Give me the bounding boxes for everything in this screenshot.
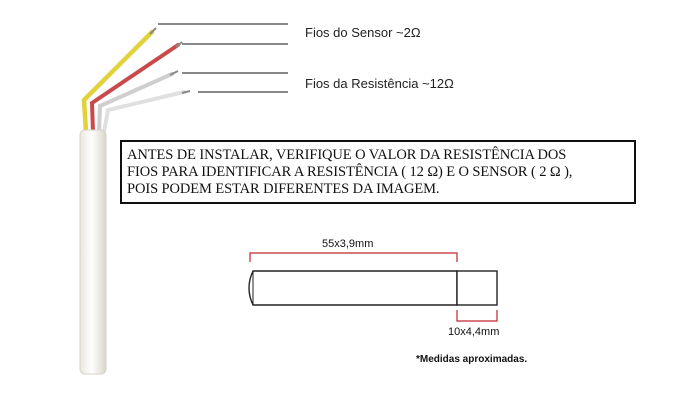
tip-dimension-label: 10x4,4mm: [448, 326, 500, 338]
sensor-wires-label: Fios do Sensor ~2Ω: [305, 25, 421, 40]
warning-line-2: FIOS PARA IDENTIFICAR A RESISTÊNCIA ( 12 Ω) E O SENSOR ( 2 Ω ),: [127, 164, 573, 180]
tip-outline: [457, 271, 497, 305]
tip-dimension-line: [457, 310, 497, 321]
approximate-measures-note: *Medidas aproximadas.: [416, 354, 528, 365]
main-body-dimension-line: [250, 253, 457, 262]
warning-line-3: POIS PODEM ESTAR DIFERENTES DA IMAGEM.: [127, 181, 440, 197]
warning-line-1: ANTES DE INSTALAR, VERIFIQUE O VALOR DA RESISTÊNCIA DOS: [127, 147, 567, 163]
main-body-outline: [249, 271, 457, 305]
resistance-wires-label: Fios da Resistência ~12Ω: [305, 76, 454, 91]
main-body-dimension-label: 55x3,9mm: [322, 238, 374, 250]
